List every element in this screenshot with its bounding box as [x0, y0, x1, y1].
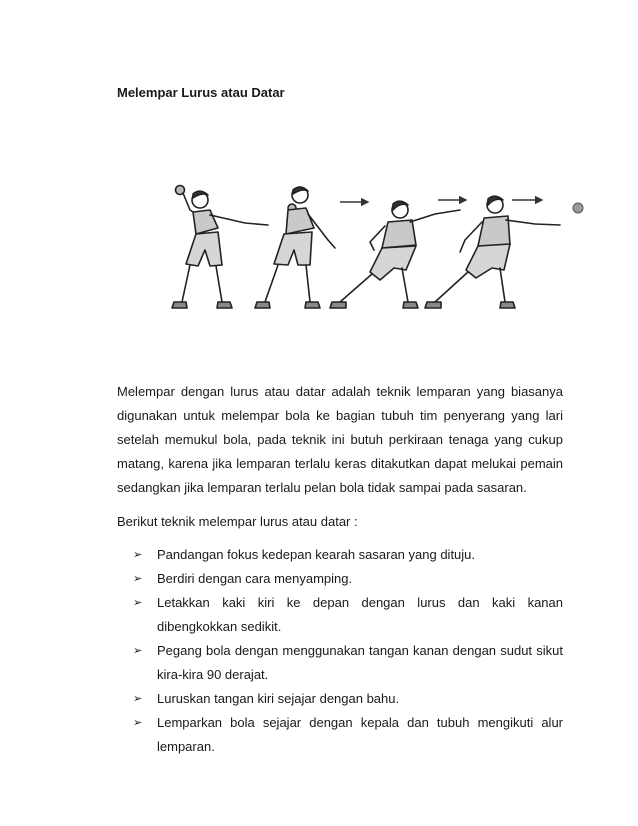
list-item: [117, 567, 563, 591]
list-item-text: Berdiri dengan cara menyamping.: [157, 571, 353, 586]
section-heading: Melempar Lurus atau Datar: [117, 85, 285, 100]
arrow-bullet-icon: ➢: [133, 692, 143, 705]
list-item-text: Luruskan tangan kiri sejajar dengan bahu.: [157, 691, 400, 706]
thrower-stage-3: [330, 201, 460, 308]
list-item-text: Pegang bola dengan menggunakan tangan kanan dengan sudut sikut kira-kira 90 derajat.: [157, 643, 563, 682]
motion-arrows: [340, 200, 542, 202]
arrow-bullet-icon: ➢: [133, 716, 143, 729]
list-item-text: Lemparkan bola sejajar dengan kepala dan tubuh mengikuti alur lemparan.: [157, 715, 563, 754]
arrow-bullet-icon: ➢: [133, 644, 143, 657]
throwing-sequence-illustration: [160, 170, 590, 345]
list-item-text: Pandangan fokus kedepan kearah sasaran yang dituju.: [157, 547, 476, 562]
technique-list: [117, 543, 563, 759]
technique-intro: Berikut teknik melempar lurus atau datar :: [117, 514, 358, 529]
list-item-text: Letakkan kaki kiri ke depan dengan lurus dan kaki kanan dibengkokkan sedikit.: [157, 595, 563, 634]
description-paragraph: Melempar dengan lurus atau datar adalah teknik lemparan yang biasanya digunakan untuk melempar bola ke bagian tubuh tim penyerang yang lari setelah memukul bola, pada teknik ini butuh perkiraan tenaga yang cukup matang, karena jika lemparan terlalu keras ditakutkan dapat melukai pemain sedangkan jika lemparan terlalu pelan bola tidak sampai pada sasaran.: [117, 384, 563, 495]
arrow-bullet-icon: ➢: [133, 572, 143, 585]
ball: [573, 203, 583, 213]
arrow-bullet-icon: ➢: [133, 548, 143, 561]
thrower-stage-1: [172, 186, 268, 309]
list-item: [117, 591, 563, 639]
list-item: [117, 639, 563, 687]
list-item: [117, 687, 563, 711]
arrow-bullet-icon: ➢: [133, 596, 143, 609]
list-item: [117, 543, 563, 567]
list-item: [117, 711, 563, 759]
thrower-stage-2: [255, 187, 335, 308]
